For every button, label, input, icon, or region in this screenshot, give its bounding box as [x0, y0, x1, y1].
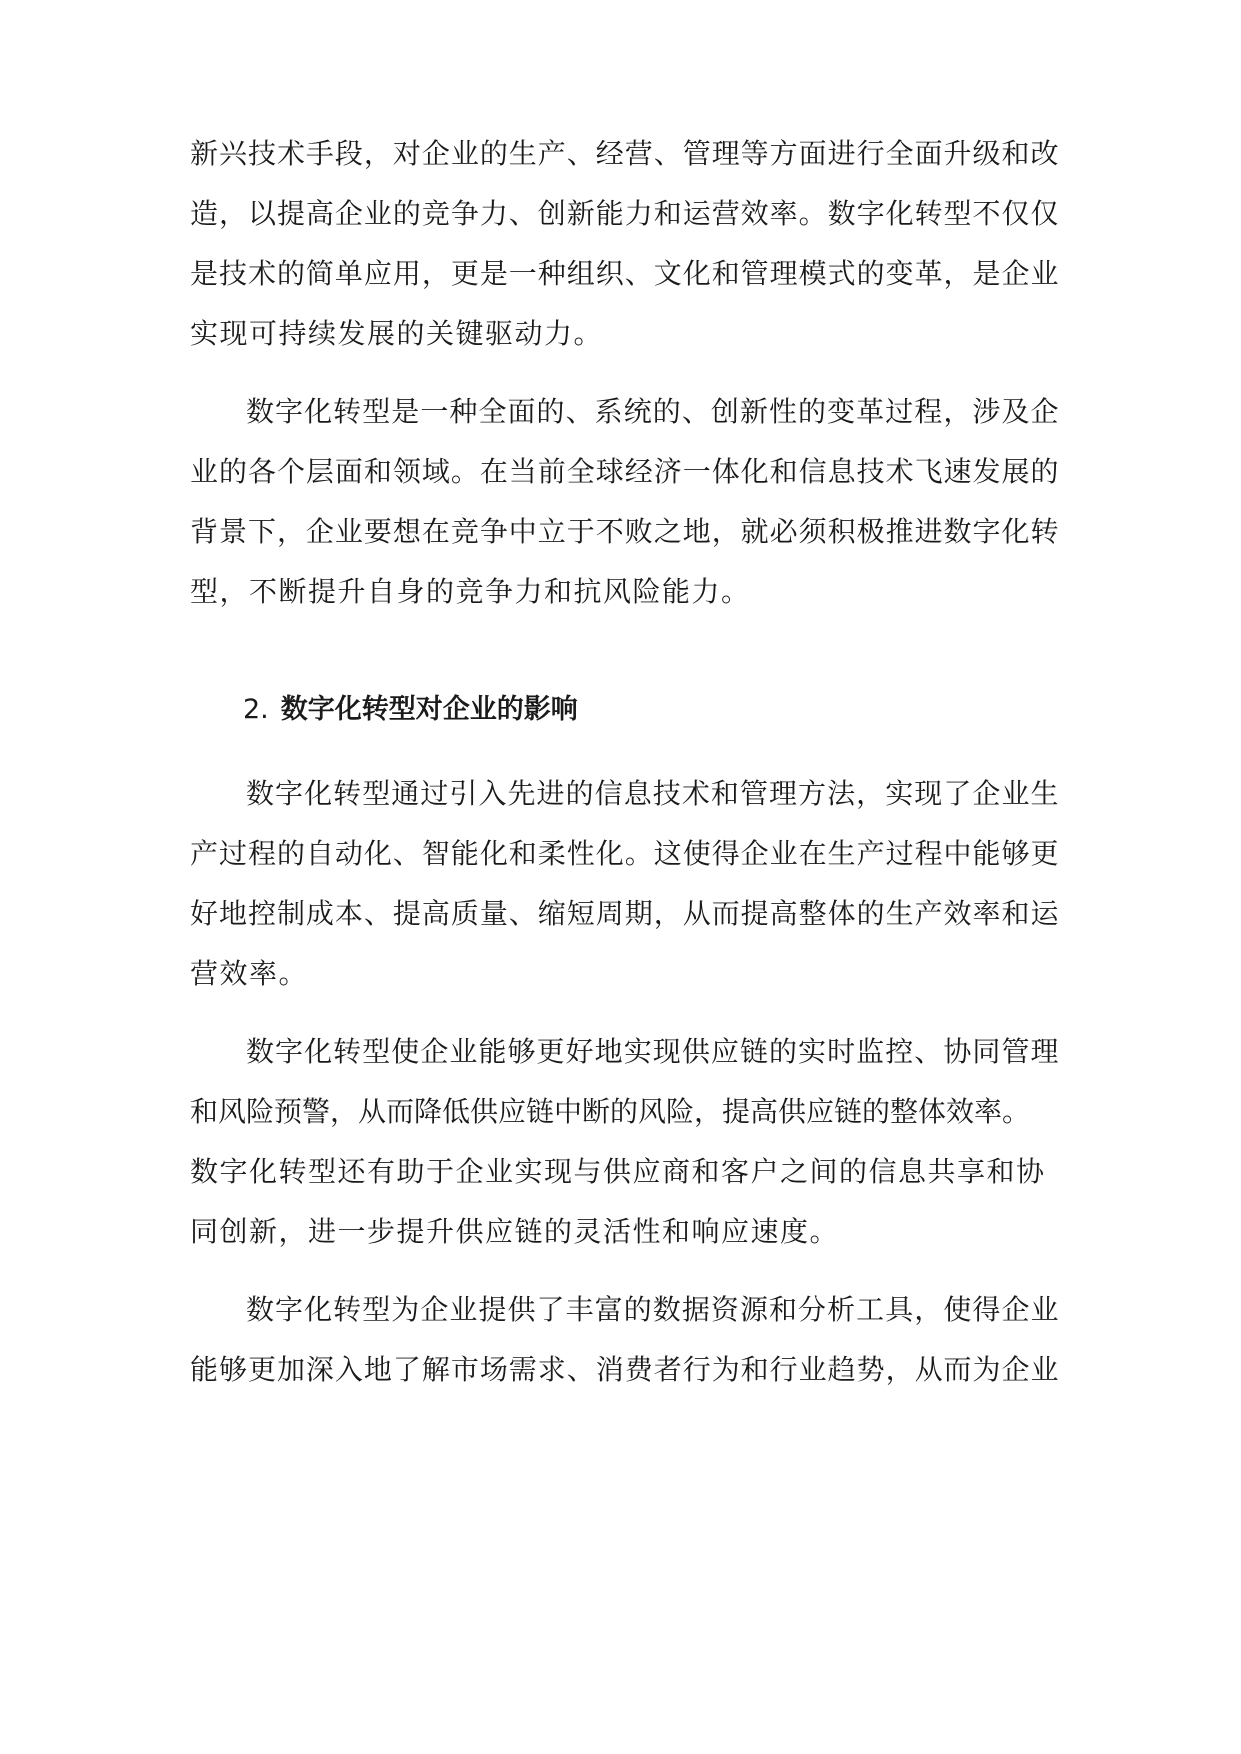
paragraph-line: 产过程的自动化、智能化和柔性化。这使得企业在生产过程中能够更 [190, 837, 1060, 870]
paragraph-line: 同创新，进一步提升供应链的灵活性和响应速度。 [190, 1215, 840, 1248]
paragraph-line: 是技术的简单应用，更是一种组织、文化和管理模式的变革，是企业 [190, 257, 1060, 290]
paragraph-line: 实现可持续发展的关键驱动力。 [190, 317, 604, 350]
paragraph-line: 营效率。 [190, 957, 309, 990]
section-number: 2. [243, 694, 269, 725]
paragraph-line: 数字化转型使企业能够更好地实现供应链的实时监控、协同管理 [246, 1035, 1060, 1068]
paragraph-line: 型，不断提升自身的竞争力和抗风险能力。 [190, 575, 751, 608]
paragraph-line: 能够更加深入地了解市场需求、消费者行为和行业趋势，从而为企业 [190, 1353, 1060, 1386]
section-title: 数字化转型对企业的影响 [280, 694, 578, 725]
paragraph-line: 数字化转型为企业提供了丰富的数据资源和分析工具，使得企业 [246, 1293, 1060, 1326]
paragraph-line: 新兴技术手段，对企业的生产、经营、管理等方面进行全面升级和改 [190, 137, 1060, 170]
paragraph-line: 数字化转型通过引入先进的信息技术和管理方法，实现了企业生 [246, 777, 1060, 810]
paragraph-line: 造，以提高企业的竞争力、创新能力和运营效率。数字化转型不仅仅 [190, 197, 1060, 230]
paragraph-line: 数字化转型还有助于企业实现与供应商和客户之间的信息共享和协 [190, 1155, 1046, 1188]
paragraph-line: 和风险预警，从而降低供应链中断的风险，提高供应链的整体效率。 [190, 1095, 1031, 1128]
section-heading [243, 690, 578, 730]
paragraph-line: 业的各个层面和领域。在当前全球经济一体化和信息技术飞速发展的 [190, 455, 1060, 488]
paragraph-line: 背景下，企业要想在竞争中立于不败之地，就必须积极推进数字化转 [190, 515, 1060, 548]
paragraph-line: 数字化转型是一种全面的、系统的、创新性的变革过程，涉及企 [246, 395, 1060, 428]
paragraph-line: 好地控制成本、提高质量、缩短周期，从而提高整体的生产效率和运 [190, 897, 1060, 930]
